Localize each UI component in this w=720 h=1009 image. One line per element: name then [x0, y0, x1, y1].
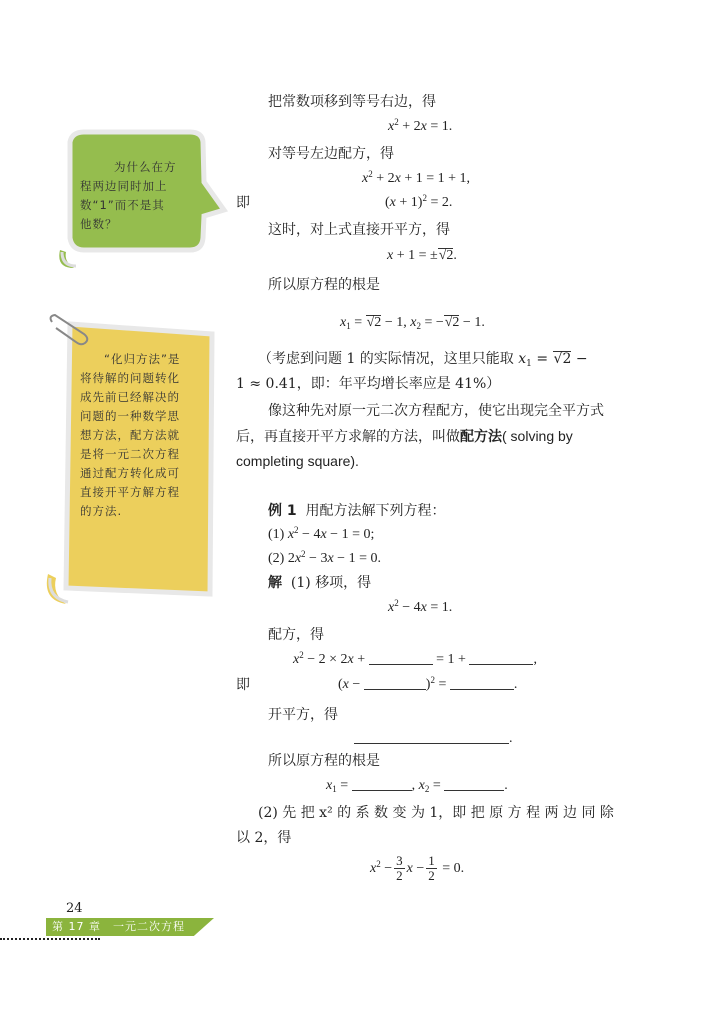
definition-line3: completing square). [236, 453, 359, 469]
fill-blank[interactable] [369, 651, 433, 665]
example-equation-1: (1) $x^2 - 4x - 1 = 0$; [268, 525, 375, 542]
note-paragraph: （考虑到问题 1 的实际情况，这里只能取 $x_1 = √2$ − [258, 351, 588, 369]
step-peifang: 配方，得 [268, 627, 324, 643]
step-roots: 所以原方程的根是 [268, 753, 380, 769]
solution-roots: $x_1$ = , $x_2$ = . [326, 778, 508, 794]
solution-equation-1: $x^2 - 4x = 1$. [388, 598, 453, 615]
label-ji: 即 [236, 195, 250, 211]
definition-line2: 后，再直接开平方求解的方法，叫做配方法( solving by [236, 428, 573, 445]
note-line: 的方法. [80, 504, 123, 518]
part2-line1: (2) 先 把 x² 的 系 数 变 为 1，即 把 原 方 程 两 边 同 除 [258, 805, 614, 821]
equation-3: $(x + 1)^2 = 2$. [385, 193, 453, 210]
fill-blank[interactable] [444, 777, 504, 791]
bubble1-line: 数“1”而不是其 [80, 198, 165, 212]
note-line: 想方法，配方法就 [80, 428, 180, 442]
term-peifangfa: 配方法 [460, 429, 502, 445]
step-kaipingfang: 开平方，得 [268, 707, 338, 723]
part2-equation: $x^2$ − $\frac{3}{2}$ x − $\frac{1}{2}$ = 0. [370, 853, 465, 884]
label-ji-2: 即 [236, 677, 250, 693]
equation-1: $x^2 + 2x = 1$. [388, 117, 453, 134]
sqrt-symbol: √2 [438, 248, 454, 263]
fraction-1-2: $\frac{1}{2}$ [428, 853, 435, 884]
fraction-3-2: $\frac{3}{2}$ [396, 853, 403, 884]
page-number: 24 [66, 901, 83, 916]
solution-equation-4: . [354, 730, 513, 748]
solution-equation-3: $(x - )^2$ = . [338, 675, 518, 692]
note-line: 问题的一种数学思 [80, 409, 180, 423]
bubble1-line: 他数？ [80, 217, 118, 231]
note-paragraph-line2: 1 ≈ 0.41，即：年平均增长率应是 41%） [236, 376, 501, 392]
method-note-text [80, 350, 215, 521]
note-line: 成先前已经解决的 [80, 390, 180, 404]
fill-blank[interactable] [354, 730, 509, 744]
note-line: 直接开平方解方程 [80, 485, 180, 499]
footer-dotted-line [0, 938, 100, 940]
definition-line1: 像这种先对原一元二次方程配方，使它出现完全平方式 [268, 403, 604, 419]
paragraph-move-constant: 把常数项移到等号右边，得 [268, 94, 436, 110]
part2-line2: 以 2，得 [236, 830, 292, 846]
question-bubble-text [80, 158, 192, 234]
paperclip-icon [46, 312, 96, 352]
chapter-label: 第 17 章 一元二次方程 [52, 920, 185, 933]
paragraph-complete-square: 对等号左边配方，得 [268, 146, 394, 162]
note-line: “化归方法”是 [104, 352, 181, 366]
solution-step1: 解 (1) 移项，得 [268, 575, 372, 591]
equation-2: $x^2 + 2x + 1 = 1 + 1$, [362, 169, 471, 186]
paragraph-sqrt: 这时，对上式直接开平方，得 [268, 222, 450, 238]
fill-blank[interactable] [469, 651, 533, 665]
example-equation-2: (2) $2x^2 - 3x - 1 = 0$. [268, 549, 381, 566]
example-heading: 例 1 用配方法解下列方程： [268, 503, 446, 519]
fill-blank[interactable] [364, 676, 426, 690]
equation-roots: $x_1 = √2 - 1$, $x_2 = -√2 - 1$. [340, 315, 485, 331]
note-line: 将待解的问题转化 [80, 371, 180, 385]
paragraph-roots: 所以原方程的根是 [268, 277, 380, 293]
note-line: 通过配方转化成可 [80, 466, 180, 480]
solution-equation-2: $x^2 - 2 \times 2x$ + = 1 + , [293, 650, 537, 667]
fill-blank[interactable] [352, 777, 412, 791]
bubble1-line: 为什么在方 [114, 160, 177, 174]
equation-4: x + 1 = ±√2. [387, 248, 457, 263]
fill-blank[interactable] [450, 676, 514, 690]
note-line: 是将一元二次方程 [80, 447, 180, 461]
bubble1-line: 程两边同时加上 [80, 179, 168, 193]
